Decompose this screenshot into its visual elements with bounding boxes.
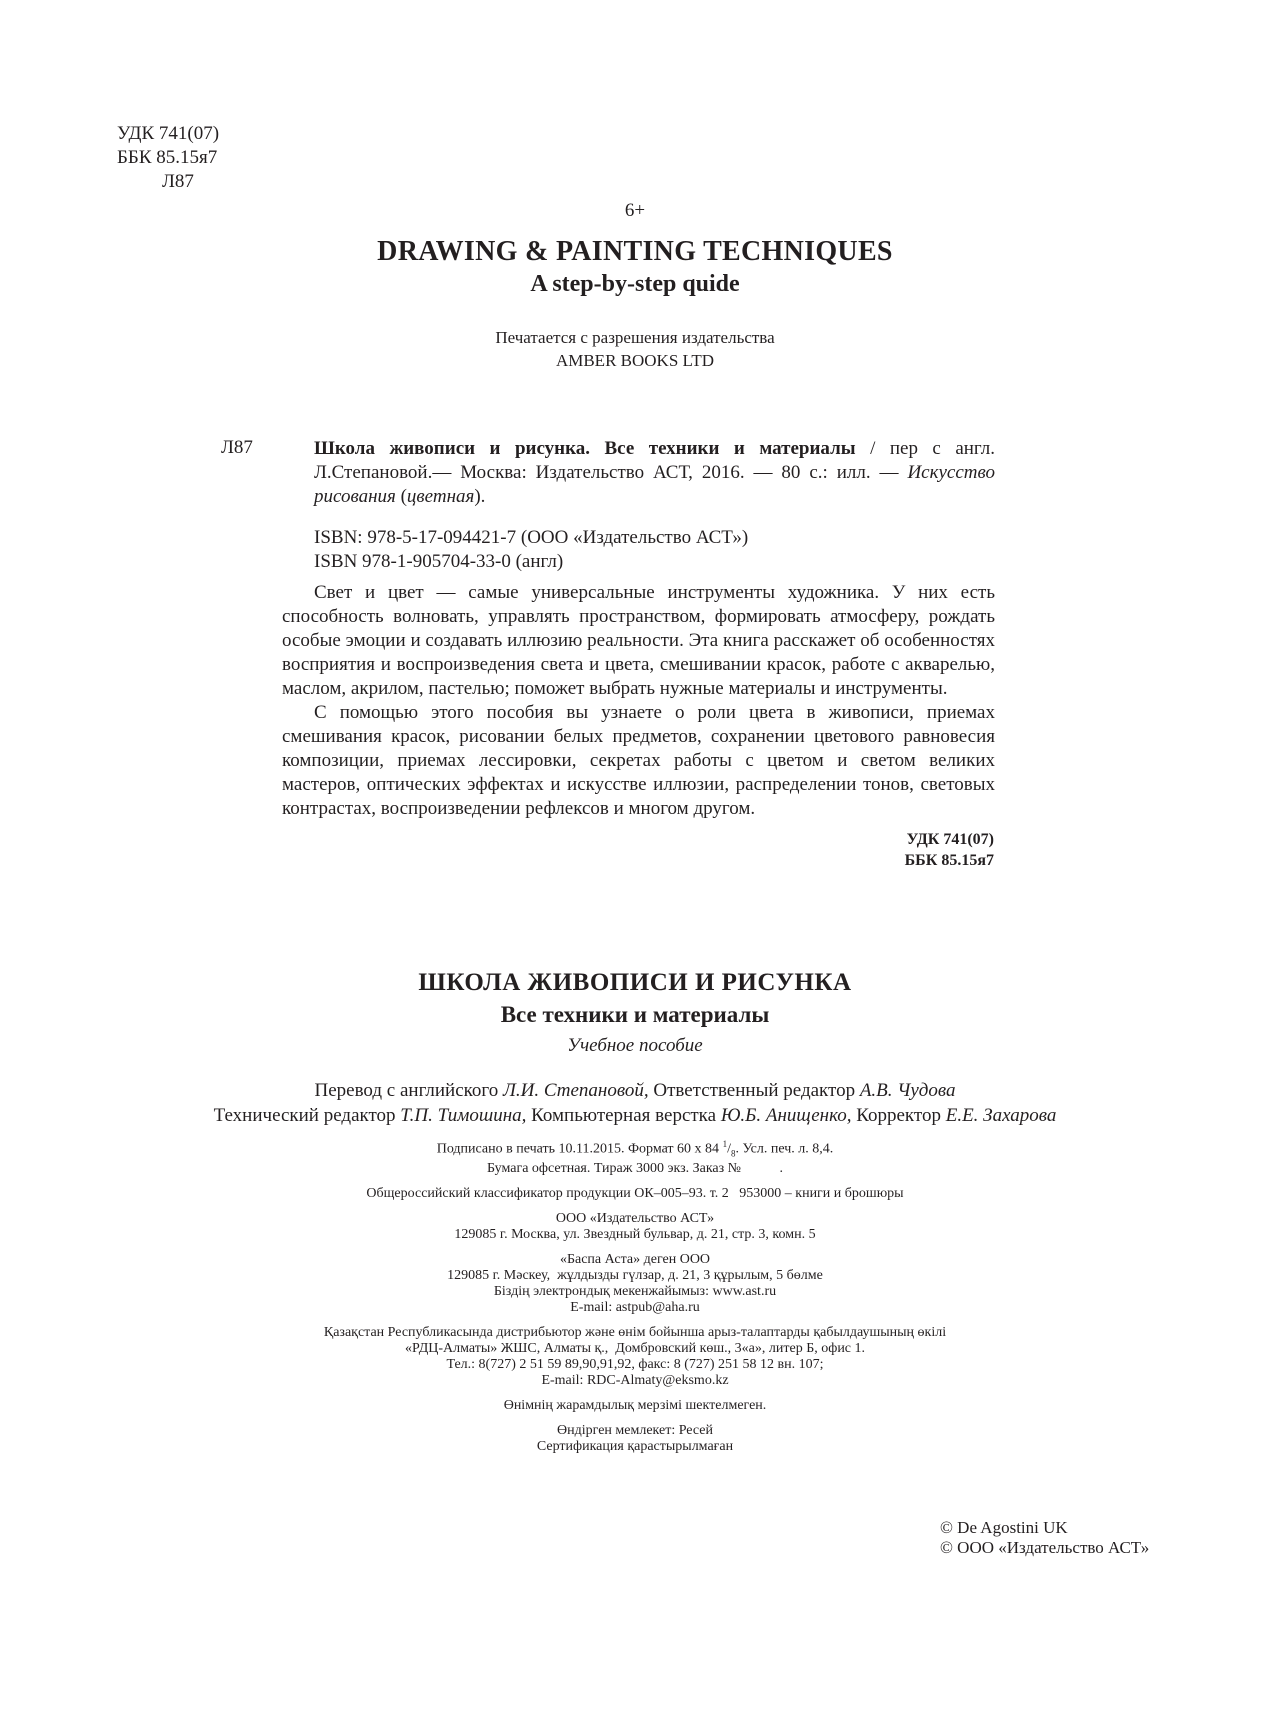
isbn-ru: ISBN: 978-5-17-094421-7 (ООО «Издательство АСТ»)	[314, 527, 749, 548]
credits-line-2	[0, 1103, 1270, 1128]
origin-block	[0, 1423, 1270, 1455]
bbk-code: ББК 85.15я7	[117, 147, 218, 168]
credit-label: Ответственный редактор	[648, 1080, 860, 1101]
layout-name: Ю.Б. Анищенко,	[720, 1105, 852, 1126]
annotation	[282, 581, 995, 821]
credit-label: Корректор	[851, 1105, 946, 1126]
biblio-series-variant: цветная	[406, 486, 475, 507]
biblio-text: ).	[474, 486, 486, 507]
kz-web: Біздің электрондық мекенжайымыз: www.ast.ru	[493, 1284, 777, 1300]
permission-publisher: AMBER BOOKS LTD	[555, 351, 715, 370]
biblio-series: Искусство рисования	[314, 462, 995, 507]
kz-email: E-mail: astpub@aha.ru	[570, 1300, 700, 1316]
shelf-life: Өнімнің жарамдылық мерзімі шектелмеген.	[503, 1398, 767, 1414]
kz-address: 129085 г. Мәскеу, жұлдызды гүлзар, д. 21, 3 құрылым, 5 бөлме	[447, 1268, 823, 1284]
permission-line: Печатается с разрешения издательства	[495, 328, 775, 347]
author-sign: Л87	[162, 171, 194, 192]
distributor-line: Тел.: 8(727) 2 51 59 89,90,91,92, факс: 8 (727) 251 58 12 вн. 107;	[446, 1357, 824, 1373]
corrector-name: Е.Е. Захарова	[945, 1105, 1057, 1126]
print-details	[0, 1136, 1270, 1177]
copyright	[940, 1518, 1149, 1558]
kz-name: «Баспа Аста» деген ООО	[559, 1252, 711, 1268]
publisher-address: 129085 г. Москва, ул. Звездный бульвар, д. 21, стр. 3, комн. 5	[454, 1227, 816, 1243]
translator-name: Л.И. Степановой,	[503, 1080, 649, 1101]
bbk-code: ББК 85.15я7	[904, 852, 994, 869]
tech-editor-name: Т.П. Тимошина,	[400, 1105, 527, 1126]
format-fraction-num: 1	[722, 1139, 728, 1149]
imprint	[0, 1136, 1270, 1464]
certification-line: Сертификация қарастырылмаған	[536, 1439, 734, 1455]
classification-top	[117, 122, 219, 194]
udk-code: УДК 741(07)	[906, 831, 994, 848]
biblio-title: Школа живописи и рисунка. Все техники и материалы	[314, 438, 856, 459]
paper-line: Бумага офсетная. Тираж 3000 экз. Заказ № .	[486, 1161, 784, 1177]
biblio-author-sign: Л87	[221, 437, 253, 458]
annotation-paragraph: Свет и цвет — самые универсальные инструменты художника. У них есть способность волновать, управлять пространством, формировать атмосферу, рождать особые эмоции и создавать иллюзию реальности. Эта книга расскажет об особенностях восприятия и воспроизведения света и цвета, смешивании красок, работе с акварелью, маслом, акрилом, пастелью; поможет выбрать нужные материалы и инструменты.	[282, 582, 995, 699]
signed-text: . Усл. печ. л. 8,4.	[735, 1141, 834, 1157]
kz-publisher-block	[0, 1252, 1270, 1316]
editor-name: А.В. Чудова	[859, 1080, 956, 1101]
copyright-line: © De Agostini UK	[940, 1518, 1068, 1537]
distributor-line: «РДЦ-Алматы» ЖШС, Алматы қ., Домбровский көш., 3«а», литер Б, офис 1.	[404, 1341, 866, 1357]
original-subtitle: A step-by-step quide	[530, 271, 740, 297]
isbn-en: ISBN 978-1-905704-33-0 (англ)	[314, 551, 564, 572]
format-fraction-den: 8	[730, 1148, 736, 1159]
bibliographic-record	[314, 437, 995, 509]
country-line: Өндірген мемлекет: Ресей	[557, 1423, 713, 1439]
age-rating: 6+	[624, 200, 646, 221]
publisher-name: ООО «Издательство АСТ»	[555, 1211, 715, 1227]
credit-label: Компьютерная верстка	[526, 1105, 721, 1126]
publication-type: Учебное пособие	[567, 1035, 703, 1056]
udk-code: УДК 741(07)	[117, 123, 220, 144]
credits	[0, 1078, 1270, 1128]
credits-line-1	[0, 1078, 1270, 1103]
distributor-block	[0, 1325, 1270, 1389]
russian-title: ШКОЛА ЖИВОПИСИ И РИСУНКА	[418, 969, 852, 996]
credit-label: Перевод с английского	[314, 1080, 503, 1101]
credit-label: Технический редактор	[213, 1105, 401, 1126]
isbn-block	[314, 526, 748, 574]
russian-subtitle: Все техники и материалы	[500, 1002, 770, 1027]
permission-note	[0, 326, 1270, 372]
biblio-text: / пер с англ. Л.Степановой.— Москва: Издательство АСТ, 2016. — 80 с.: илл. —	[314, 438, 995, 483]
classification-bottom	[905, 829, 994, 871]
classifier-line: Общероссийский классификатор продукции ОК–005–93. т. 2 953000 – книги и брошюры	[366, 1186, 904, 1202]
distributor-line: E-mail: RDC-Almaty@eksmo.kz	[541, 1373, 729, 1389]
signed-text: Подписано в печать 10.11.2015. Формат 60 х 84	[436, 1141, 723, 1157]
publisher-block	[0, 1211, 1270, 1243]
distributor-line: Қазақстан Республикасында дистрибьютор және өнім бойынша арыз-талаптарды қабылдаушының өкілі	[323, 1325, 947, 1341]
signed-line: Подписано в печать 10.11.2015. Формат 60 х 84 $^1/_8$. Усл. печ. л. 8,4.	[436, 1139, 834, 1159]
copyright-line: © ООО «Издательство АСТ»	[940, 1538, 1150, 1557]
annotation-paragraph: С помощью этого пособия вы узнаете о роли цвета в живописи, приемах смешивания красок, рисовании белых предметов, сохранении цветового равновесия композиции, приемах лессировки, секретах работы с цветом и светом великих мастеров, оптических эффектах и искусстве иллюзии, распределении тонов, световых контрастах, воспроизведении рефлексов и многом другом.	[282, 702, 995, 819]
biblio-text: (	[395, 486, 407, 507]
original-title: DRAWING & PAINTING TECHNIQUES	[377, 236, 893, 267]
